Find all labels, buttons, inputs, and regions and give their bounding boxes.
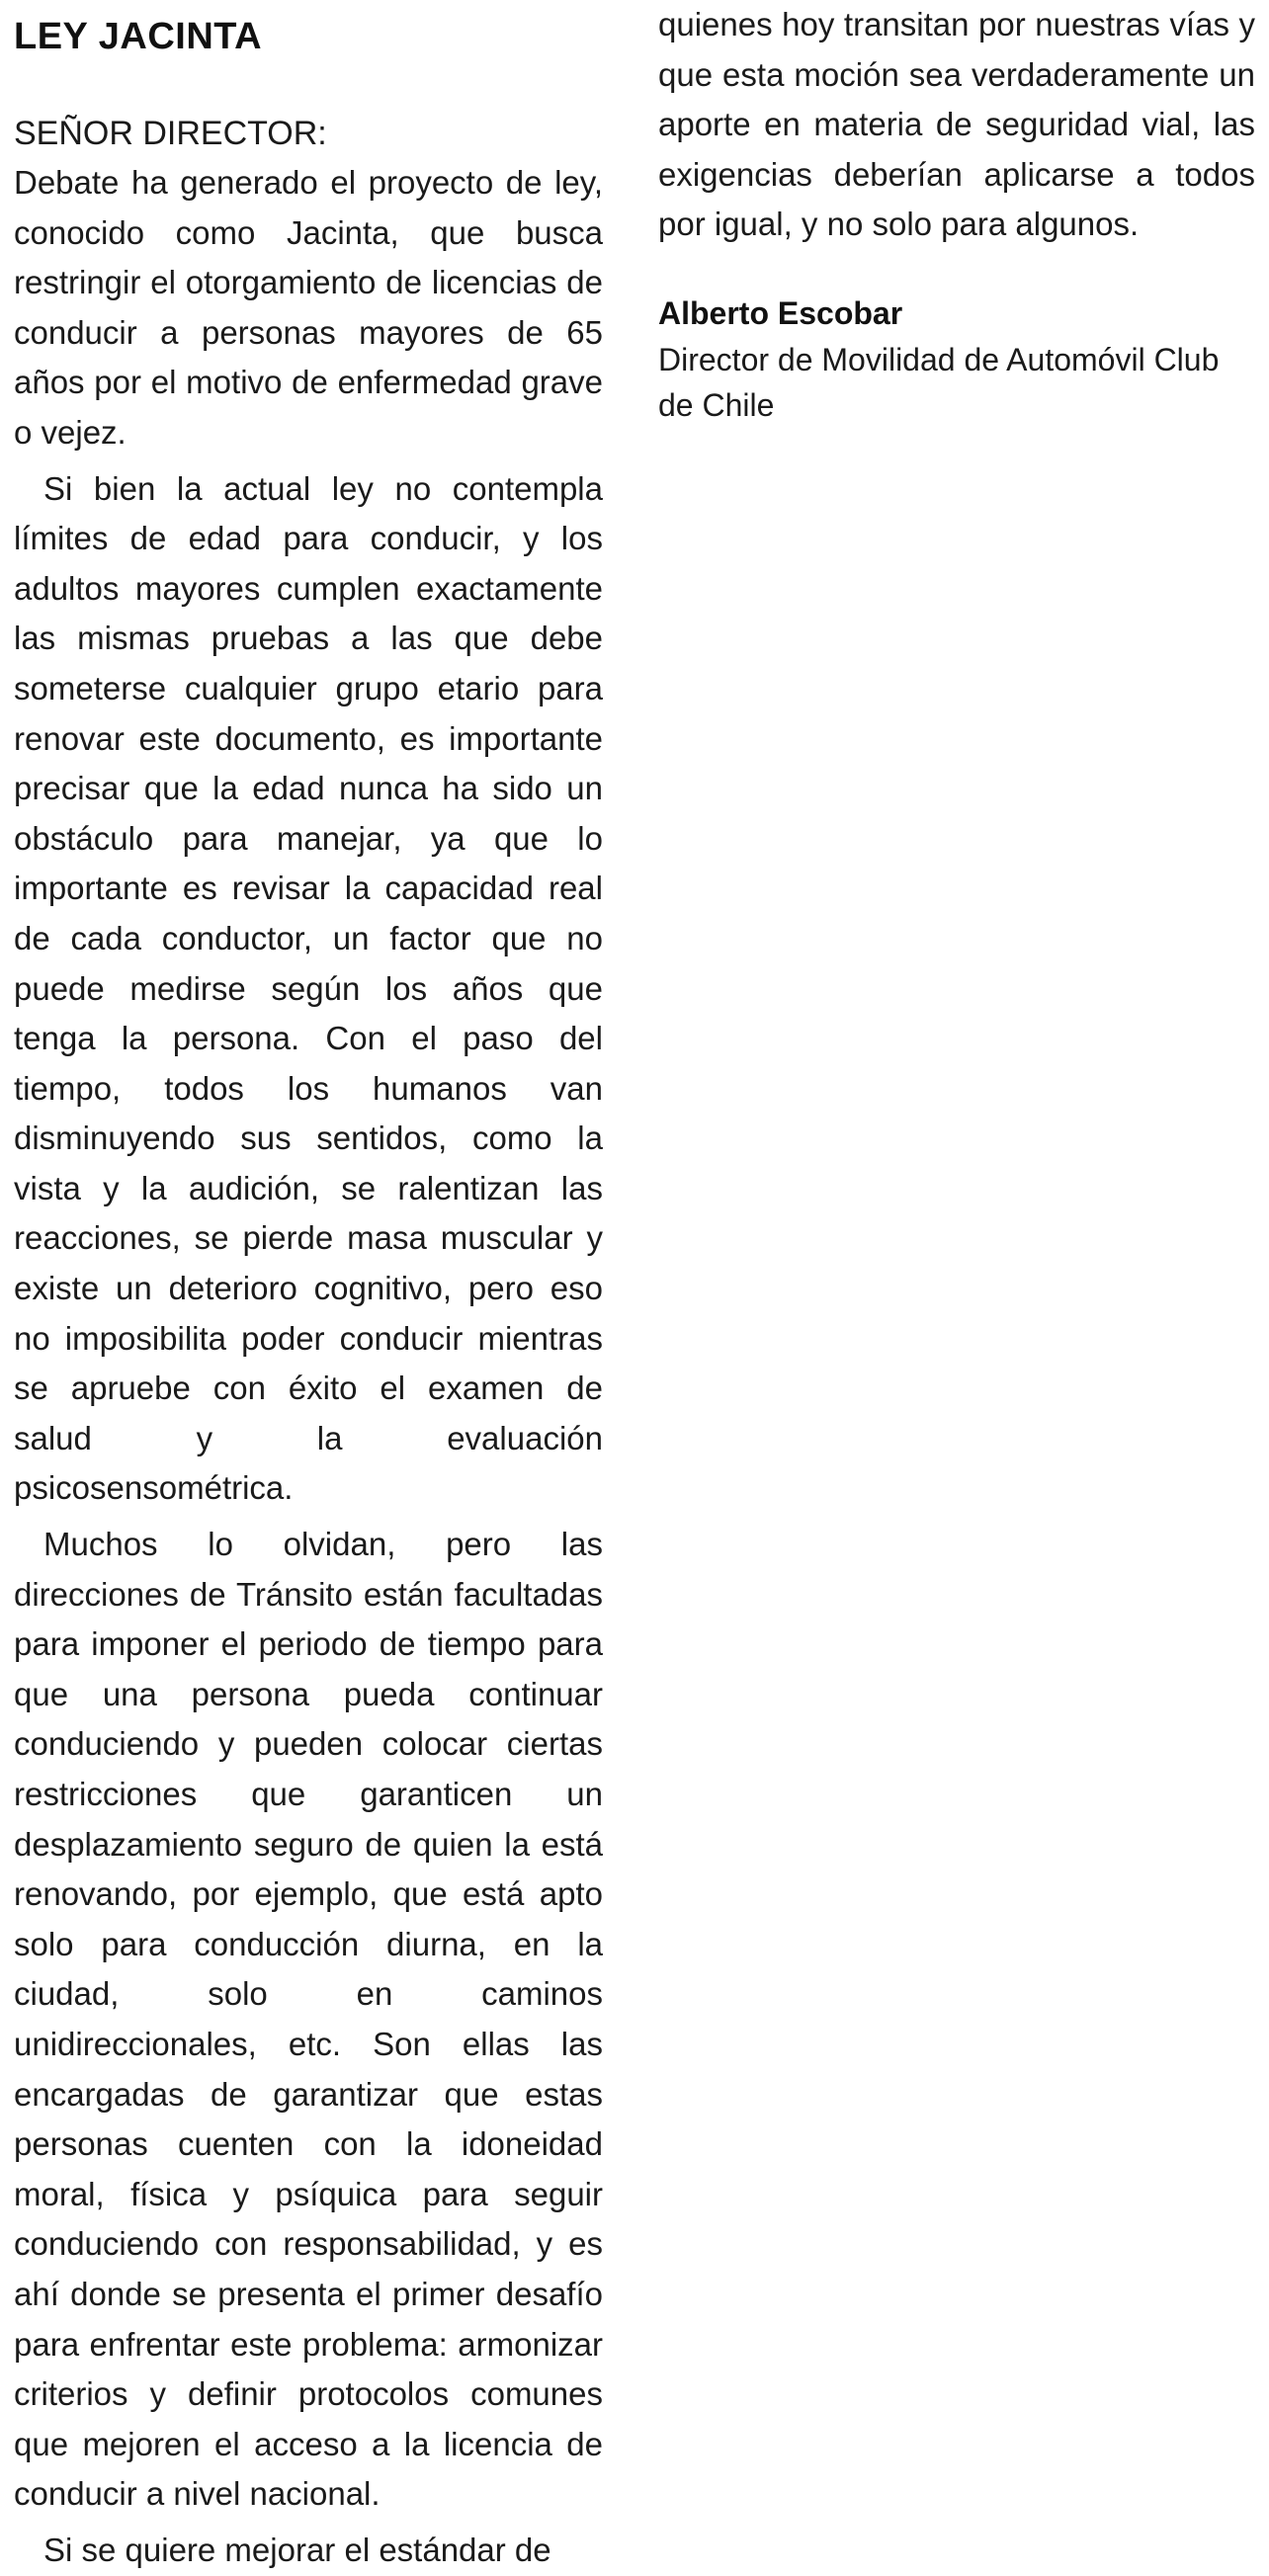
article-title: LEY JACINTA [14, 16, 263, 57]
left-column [14, 0, 603, 2576]
author-name: Alberto Escobar [658, 294, 903, 331]
paragraph-1: Debate ha generado el proyecto de ley, conocido como Jacinta, que busca restringir el otorgamiento de licencias de conducir a personas mayores de 65 años por el motivo de enfermedad grave o vejez. [14, 164, 603, 451]
paragraph-3: Muchos lo olvidan, pero las direcciones de Tránsito están facultadas para imponer el periodo de tiempo para que una persona pueda continuar conduciendo y pueden colocar ciertas restricciones que garanticen un desplazamiento seguro de quien la está renovando, por ejemplo, que está apto solo para conducción diurna, en la ciudad, solo en caminos unidireccionales, etc. Son ellas las encargadas de garantizar que estas personas cuenten con la idoneidad moral, física y psíquica para seguir conduciendo con responsabilidad, y es ahí donde se presenta el primer desafío para enfrentar este problema: armonizar criterios y definir protocolos comunes que mejoren el acceso a la licencia de conducir a nivel nacional. [14, 1526, 603, 2513]
right-column [658, 0, 1255, 428]
paragraph-4-start: Si se quiere mejorar el estándar de [43, 2531, 551, 2568]
paragraph-2: Si bien la actual ley no contempla límites de edad para conducir, y los adultos mayores cumplen exactamente las mismas pruebas a las que debe someterse cualquier grupo etario para renovar este documento, es importante precisar que la edad nunca ha sido un obstáculo para manejar, ya que lo importante es revisar la capacidad real de cada conductor, un factor que no puede medirse según los años que tenga la persona. Con el paso del tiempo, todos los humanos van disminuyendo sus sentidos, como la vista y la audición, se ralentizan las reacciones, se pierde masa muscular y existe un deterioro cognitivo, pero eso no imposibilita poder conducir mientras se apruebe con éxito el examen de salud y la evaluación psicosensométrica. [14, 469, 603, 1507]
salutation: SEÑOR DIRECTOR: [14, 115, 327, 152]
author-role: Director de Movilidad de Automóvil Club de Chile [658, 341, 1220, 423]
paragraph-4-continued: quienes hoy transitan por nuestras vías y que esta moción sea verdaderamente un aporte en materia de seguridad vial, las exigencias deberían aplicarse a todos por igual, y no solo para algunos. [658, 6, 1255, 243]
